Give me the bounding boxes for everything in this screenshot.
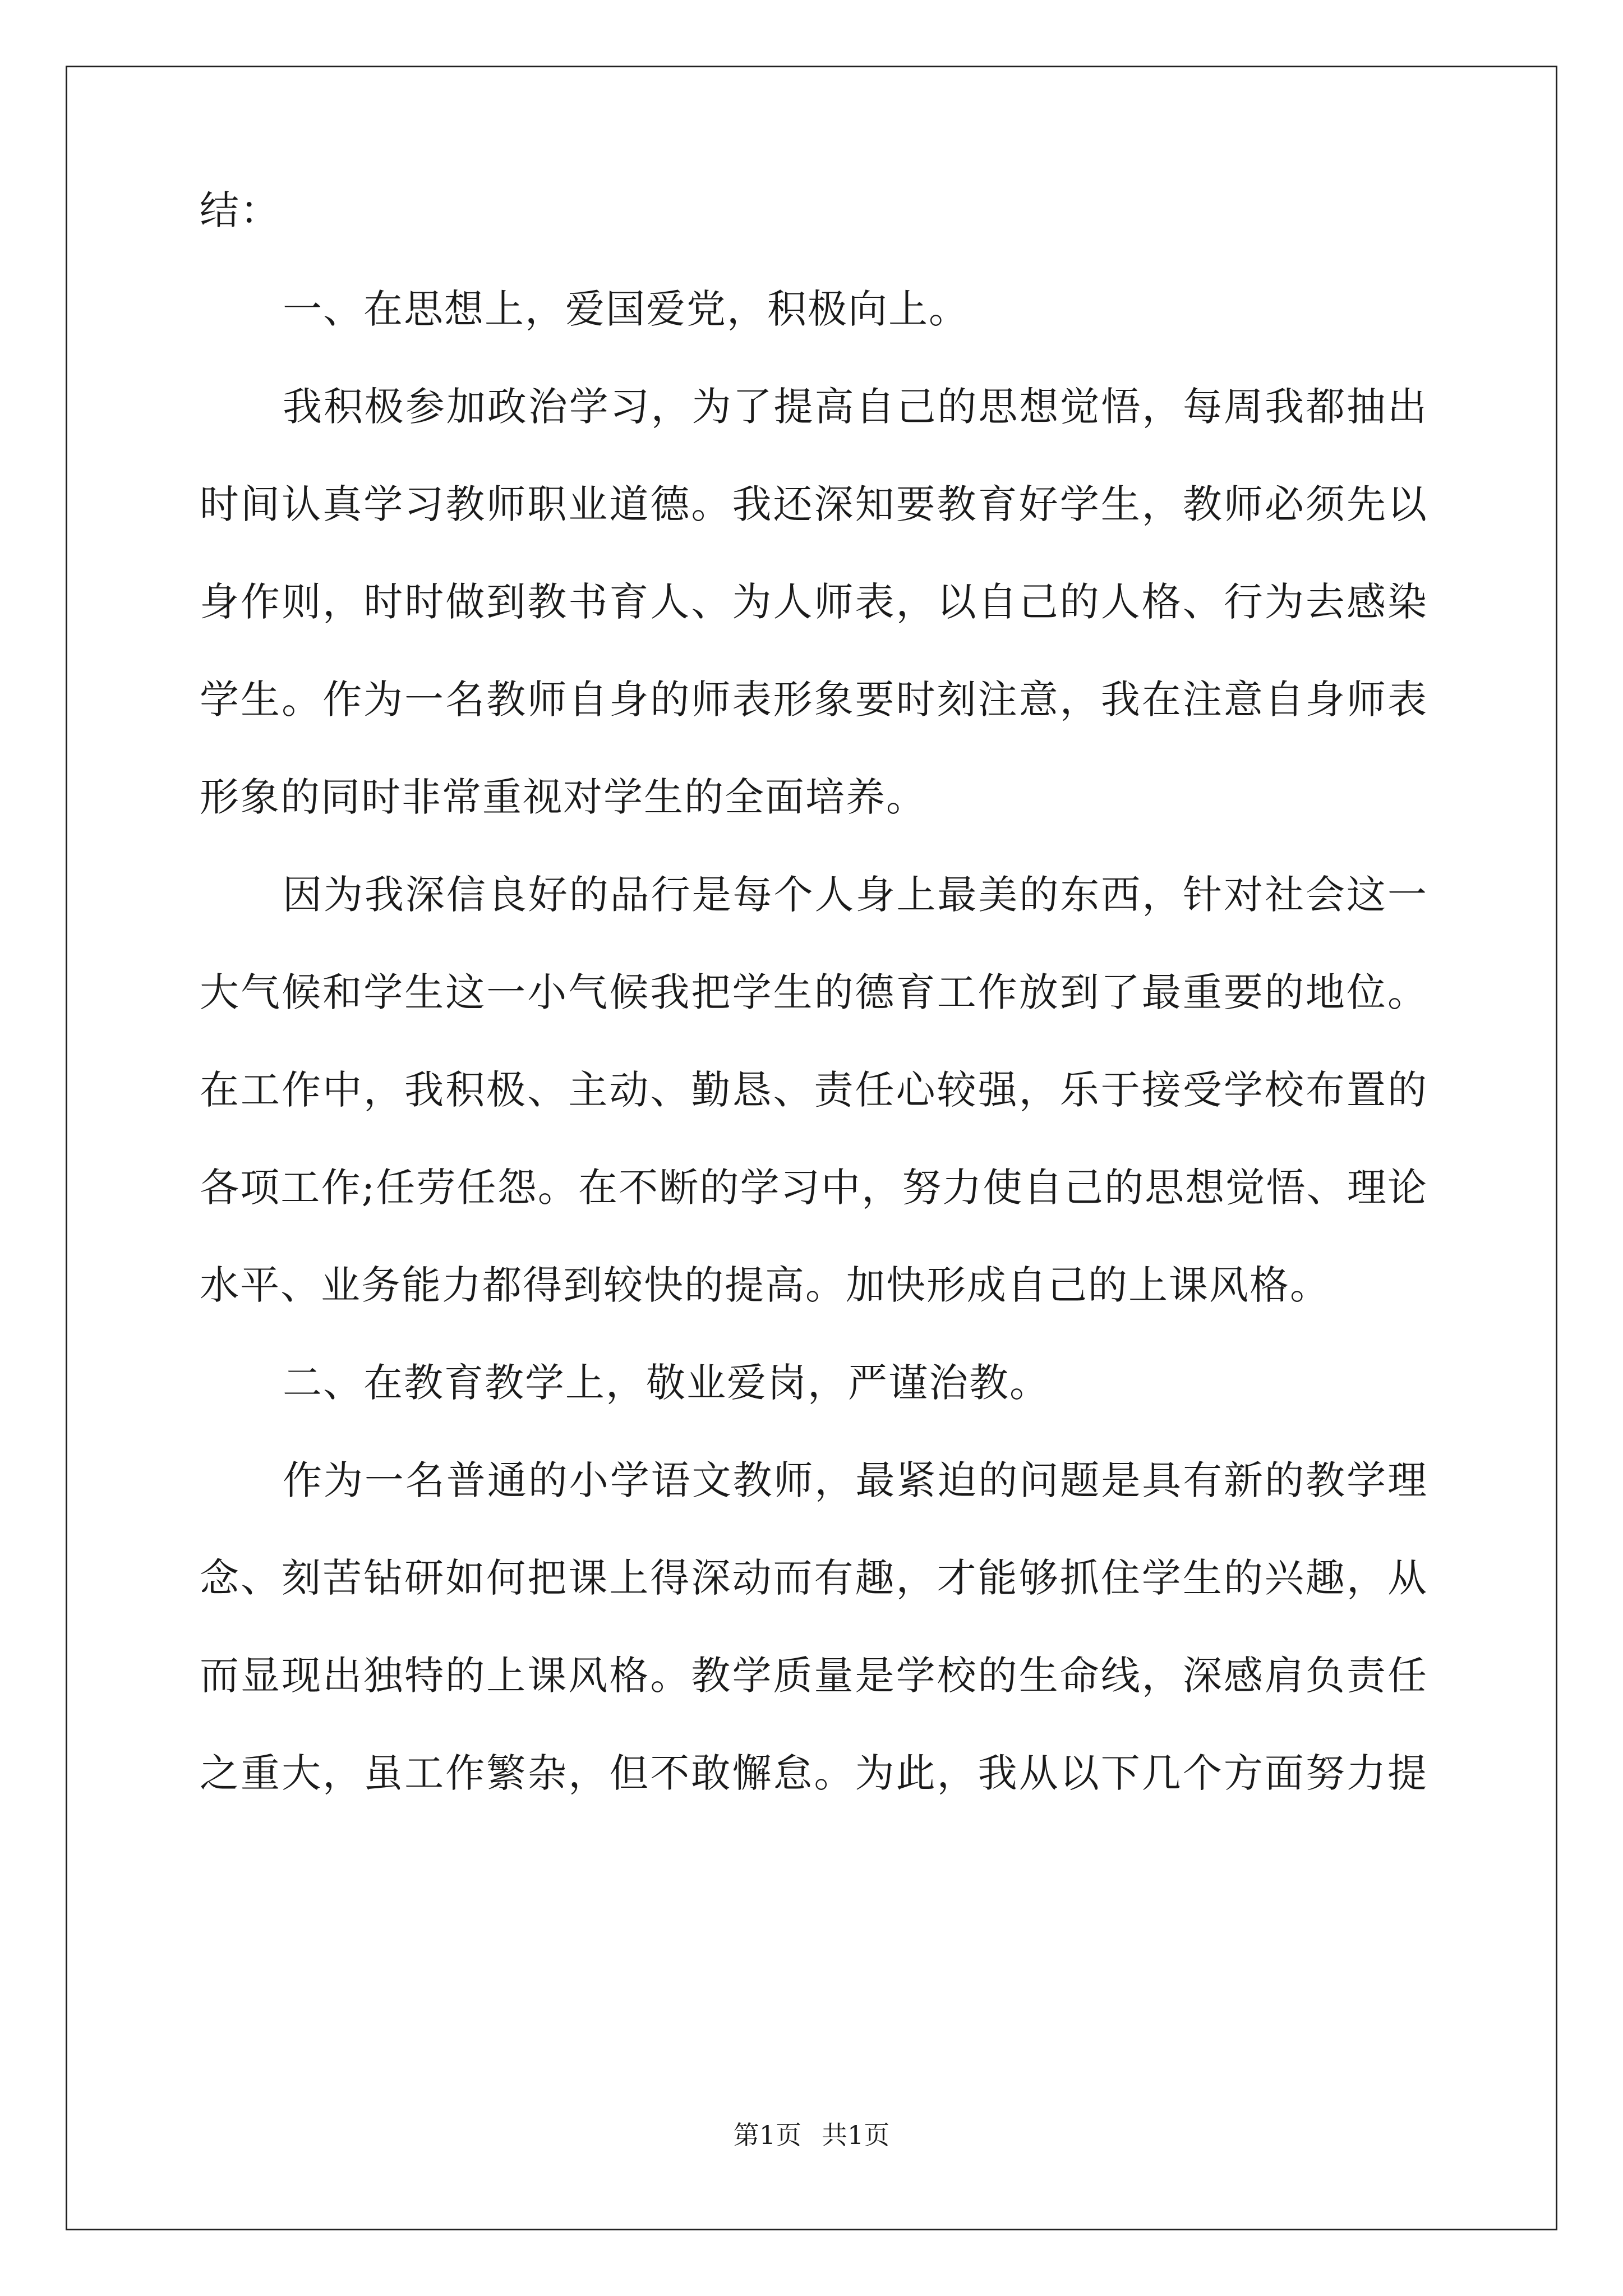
page-number-total: 共1页 — [822, 2120, 890, 2150]
text-line: 而显现出独特的上课风格。教学质量是学校的生命线，深感肩负责任 — [200, 1653, 1428, 1699]
page-footer — [0, 2118, 1623, 2152]
text-line: 大气候和学生这一小气候我把学生的德育工作放到了最重要的地位。 — [200, 969, 1428, 1015]
section-heading: 二、在教育教学上，敬业爱岗，严谨治教。 — [283, 1360, 1050, 1406]
text-line: 学生。作为一名教师自身的师表形象要时刻注意，我在注意自身师表 — [200, 677, 1428, 723]
text-line: 之重大，虽工作繁杂，但不敢懈怠。为此，我从以下几个方面努力提 — [200, 1750, 1428, 1796]
text-line: 在工作中，我积极、主动、勤恳、责任心较强，乐于接受学校布置的 — [200, 1067, 1428, 1113]
text-line: 结： — [200, 187, 280, 233]
text-line: 各项工作;任劳任怨。在不断的学习中，努力使自己的思想觉悟、理论 — [200, 1165, 1428, 1211]
text-line: 因为我深信良好的品行是每个人身上最美的东西，针对社会这一 — [283, 872, 1428, 918]
text-line: 水平、业务能力都得到较快的提高。加快形成自己的上课风格。 — [200, 1262, 1330, 1308]
section-heading: 一、在思想上，爱国爱党，积极向上。 — [283, 286, 969, 332]
page-number-current: 第1页 — [733, 2120, 801, 2150]
text-line: 念、刻苦钻研如何把课上得深动而有趣，才能够抓住学生的兴趣，从 — [200, 1555, 1428, 1601]
text-line: 时间认真学习教师职业道德。我还深知要教育好学生，教师必须先以 — [200, 481, 1428, 527]
text-line: 形象的同时非常重视对学生的全面培养。 — [200, 774, 926, 820]
text-line: 身作则，时时做到教书育人、为人师表，以自己的人格、行为去感染 — [200, 579, 1428, 625]
text-line: 作为一名普通的小学语文教师，最紧迫的问题是具有新的教学理 — [283, 1457, 1428, 1503]
text-line: 我积极参加政治学习，为了提高自己的思想觉悟，每周我都抽出 — [283, 384, 1428, 430]
